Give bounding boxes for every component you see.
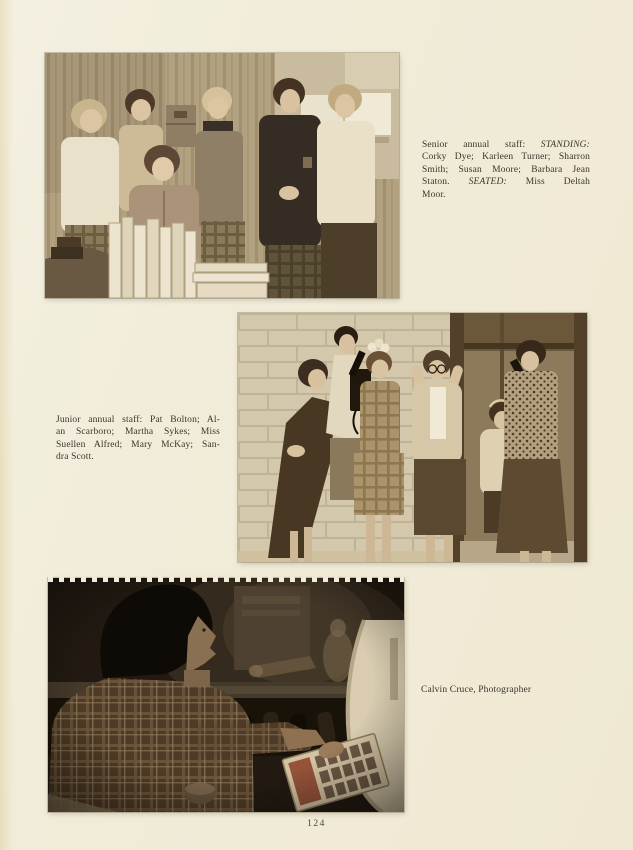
caption-line: Smith; Susan Moore; Barbara Jean <box>422 164 590 175</box>
caption-line: Calvin Cruce, Photographer <box>421 685 532 695</box>
caption-line <box>422 176 590 188</box>
caption-line: Suellen Alfred; Mary McKay; San- <box>56 439 220 450</box>
caption-seated-label: SEATED: <box>468 177 507 188</box>
caption-line: dra Scott. <box>56 452 94 463</box>
caption-text: Senior annual staff: <box>422 140 541 150</box>
page-number: 124 <box>307 819 326 829</box>
caption-standing-label: STANDING: <box>540 140 590 150</box>
caption-senior-staff <box>422 139 590 201</box>
photographer-photo-art <box>48 578 404 812</box>
caption-junior-staff <box>56 414 220 464</box>
junior-staff-photo <box>238 313 587 562</box>
caption-line: Junior annual staff: Pat Bolton; Al- <box>56 415 220 425</box>
caption-text: Miss Deltah <box>506 177 590 188</box>
vignette-overlay <box>48 578 404 812</box>
photographer-photo <box>48 578 404 812</box>
blazer-badge <box>303 157 312 168</box>
caption-line: an Scarboro; Martha Sykes; Miss <box>56 427 220 438</box>
senior-staff-photo <box>45 53 399 298</box>
caption-line: Corky Dye; Karleen Turner; Sharron <box>422 152 590 163</box>
caption-photographer <box>421 684 611 696</box>
senior-staff-photo-art <box>45 53 399 298</box>
caption-line: Moor. <box>422 189 446 200</box>
caption-line <box>422 139 590 151</box>
caption-text: Staton. <box>422 177 469 188</box>
junior-staff-photo-art <box>238 313 587 562</box>
